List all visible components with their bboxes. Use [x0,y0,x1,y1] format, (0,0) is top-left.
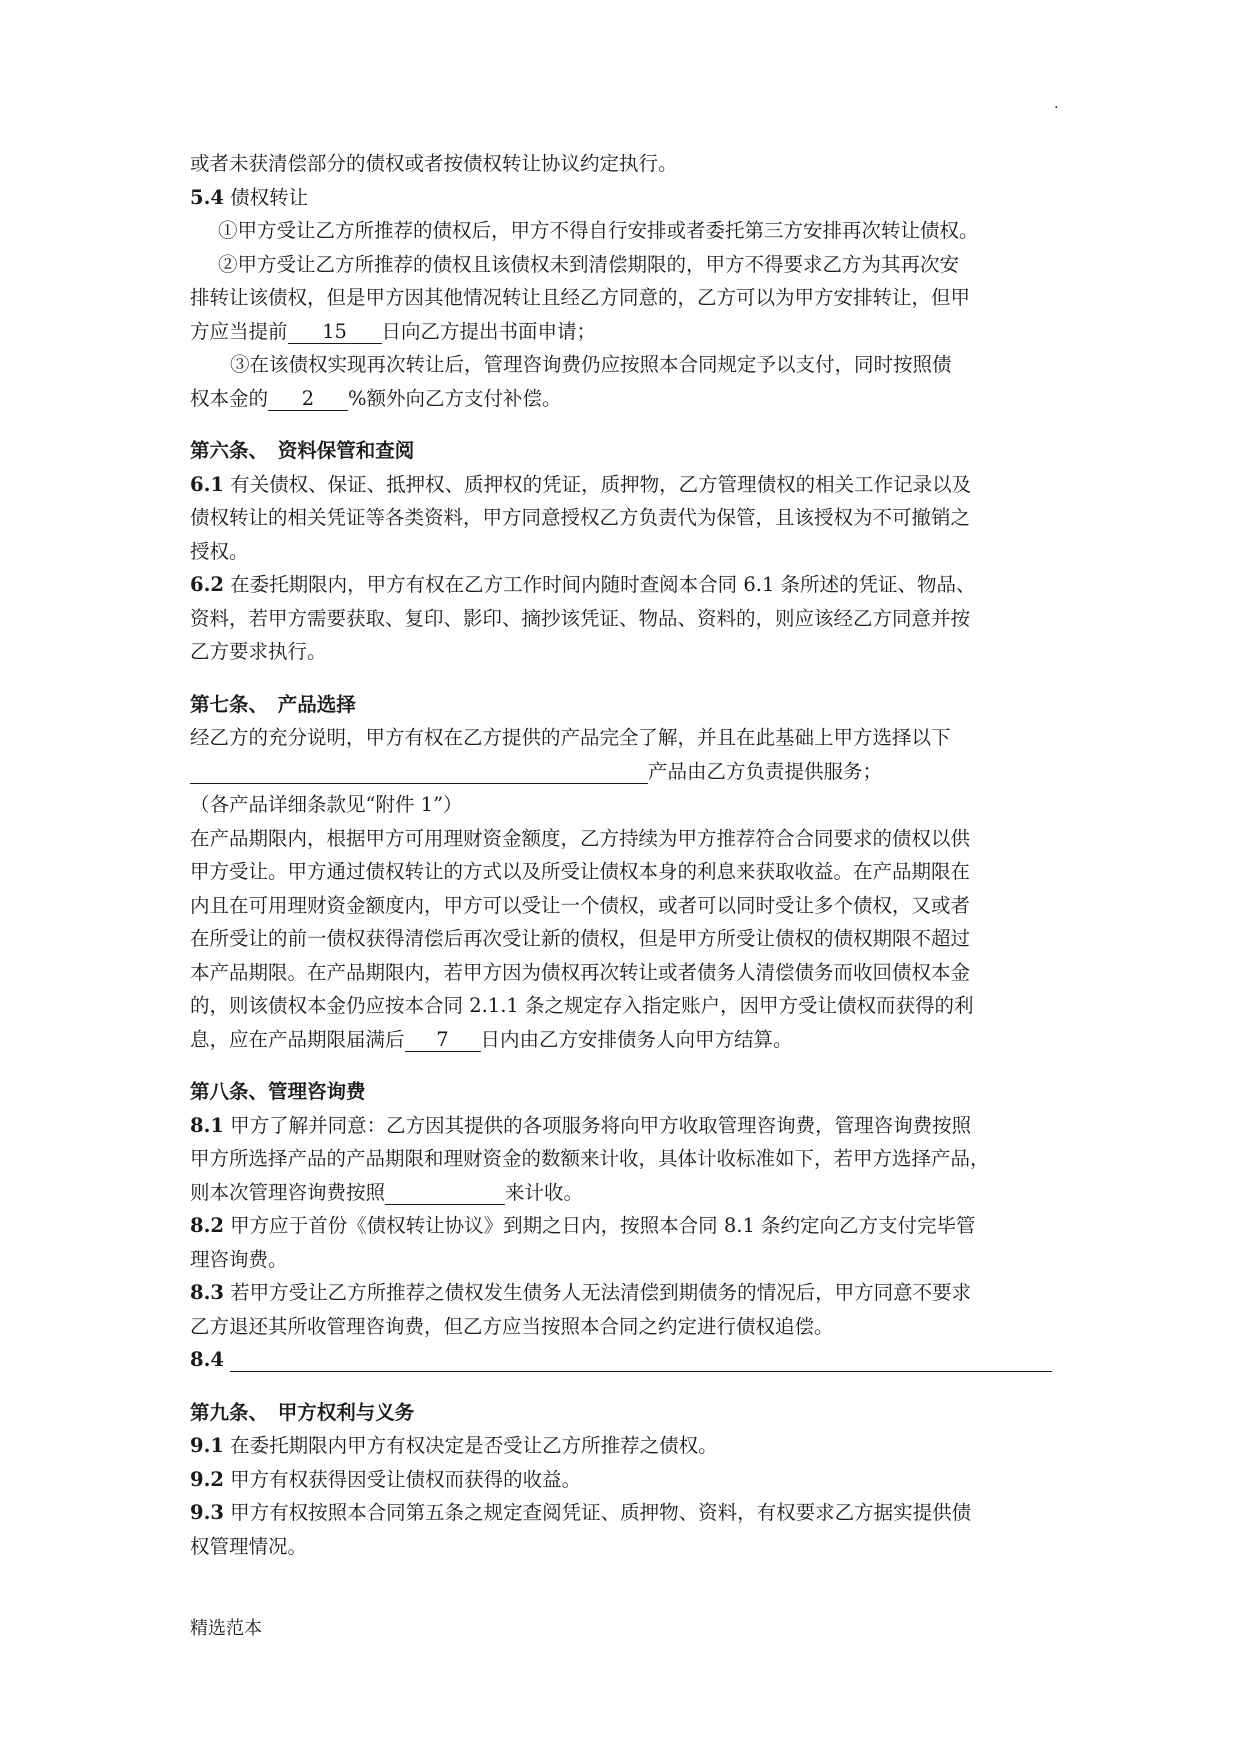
clause-number: 9.1 [190,1434,224,1457]
product-name-blank [190,761,648,784]
text: 在委托期限内，甲方有权在乙方工作时间内随时查阅本合同 6.1 条所述的凭证、物品、 [230,573,976,596]
clause-5-4-item-3: ③在该债权实现再次转让后，管理咨询费仍应按照本合同规定予以支付，同时按照债 [230,353,952,376]
clause-6-1-cont: 债权转让的相关凭证等各类资料，甲方同意授权乙方负责代为保管，且该授权为不可撤销之 [190,506,971,529]
clause-6-1 [190,468,1070,502]
text: 若甲方受让乙方所推荐之债权发生债务人无法清偿到期债务的情况后，甲方同意不要求 [230,1281,972,1304]
clause-8-1-cont: 甲方所选择产品的产品期限和理财资金的数额来计收，具体计收标准如下，若甲方选择产品， [190,1147,990,1170]
text: 在委托期限内甲方有权决定是否受让乙方所推荐之债权。 [230,1434,718,1457]
clause-number: 6.1 [190,472,224,496]
clause-5-4-heading [190,181,1070,215]
clause-6-2-cont: 资料，若甲方需要获取、复印、影印、摘抄该凭证、物品、资料的，则应该经乙方同意并按 [190,606,971,630]
clause-number: 8.4 [190,1348,224,1371]
clause-5-4-item-1: ①甲方受让乙方所推荐的债权后，甲方不得自行安排或者委托第三方安排再次转让债权。 [218,219,979,242]
clause-number: 8.3 [190,1281,224,1304]
clause-number: 8.2 [190,1214,224,1237]
text: 产品由乙方负责提供服务； [648,759,883,783]
section-7-para-h: 本产品期限。在产品期限内，若甲方因为债权再次转让或者债务人清偿债务而收回债权本金 [190,960,971,984]
clause-8-1 [190,1109,1070,1143]
section-9-title: 第九条、 甲方权利与义务 [190,1400,415,1424]
section-7-para-g: 在所受让的前一债权获得清偿后再次受让新的债权，但是甲方所受让债权的债权期限不超过 [190,927,971,950]
clause-number: 5.4 [190,185,224,209]
text: 甲方了解并同意：乙方因其提供的各项服务将向甲方收取管理咨询费，管理咨询费按照 [230,1113,972,1137]
text: 甲方有权按照本合同第五条之规定查阅凭证、质押物、资料，有权要求乙方据实提供债 [230,1501,972,1524]
clause-8-4 [190,1343,1070,1377]
clause-number: 6.2 [190,573,224,596]
text: 息，应在产品期限届满后 [190,1027,405,1051]
text: 甲方有权获得因受让债权而获得的收益。 [230,1467,582,1491]
clause-number: 8.1 [190,1113,224,1137]
section-6-title: 第六条、 资料保管和查阅 [190,439,415,462]
page-footer: 精选范本 [190,1618,262,1639]
text: %额外向乙方支付补偿。 [348,386,562,410]
clause-9-3-end: 权管理情况。 [190,1534,308,1558]
section-7-title: 第七条、 产品选择 [190,692,356,716]
settlement-days-blank: 7 [405,1029,481,1052]
page-marker: . [1054,96,1059,112]
text: 权本金的 [190,386,269,410]
section-7-para-i: 的，则该债权本金仍应按本合同 2.1.1 条之规定存入指定账户，因甲方受让债权而获得的利 [190,994,974,1017]
clause-5-4-item-2: ②甲方受让乙方所推荐的债权且该债权未到清偿期限的，甲方不得要求乙方为其再次安 [218,252,960,276]
section-8-title: 第八条、管理咨询费 [190,1080,366,1103]
clause-9-2 [190,1463,1070,1497]
clause-number: 9.2 [190,1467,224,1491]
clause-6-2-end: 乙方要求执行。 [190,640,327,663]
fee-standard-blank [385,1182,505,1205]
section-7-para-j [190,1023,1070,1057]
clause-title: 债权转让 [230,185,309,209]
contract-body [190,147,1070,1563]
clause-8-3 [190,1276,1070,1310]
clause-6-1-end: 授权。 [190,539,249,563]
compensation-percent-blank: 2 [268,388,348,411]
section-7-para-a: 经乙方的充分说明，甲方有权在乙方提供的产品完全了解，并且在此基础上甲方选择以下 [190,726,951,749]
section-7-para-d: 在产品期限内，根据甲方可用理财资金额度，乙方持续为甲方推荐符合合同要求的债权以供 [190,826,971,850]
section-7-para-e: 甲方受让。甲方通过债权转让的方式以及所受让债权本身的利息来获取收益。在产品期限在 [190,860,971,883]
clause-8-3-end: 乙方退还其所收管理咨询费，但乙方应当按照本合同之约定进行债权追偿。 [190,1314,834,1338]
clause-number: 9.3 [190,1501,224,1524]
text: 有关债权、保证、抵押权、质押权的凭证，质押物，乙方管理债权的相关工作记录以及 [230,472,972,496]
clause-8-4-blank [230,1349,1052,1372]
clause-5-4-item-3-end [190,382,1070,416]
clause-9-3 [190,1496,1070,1530]
text: 来计收。 [505,1180,584,1204]
text: 方应当提前 [190,319,288,343]
section-7-para-f: 内且在可用理财资金额度内，甲方可以受让一个债权，或者可以同时受让多个债权，又或者 [190,893,971,917]
notice-days-blank: 15 [288,321,382,344]
clause-8-2 [190,1209,1070,1243]
clause-8-2-end: 理咨询费。 [190,1247,288,1271]
clause-8-1-end [190,1176,1070,1210]
text: 日向乙方提出书面申请； [381,319,597,343]
product-selection-line [190,755,1070,789]
clause-9-1 [190,1429,1070,1463]
text: 则本次管理咨询费按照 [190,1180,386,1204]
clause-5-4-item-2-end [190,315,1070,349]
clause-5-4-item-2-cont: 排转让该债权，但是甲方因其他情况转让且经乙方同意的，乙方可以为甲方安排转让，但甲 [190,286,971,309]
clause-6-2 [190,568,1070,602]
sec5-continuation: 或者未获清偿部分的债权或者按债权转让协议约定执行。 [190,152,678,175]
text: 甲方应于首份《债权转让协议》到期之日内，按照本合同 8.1 条约定向乙方支付完毕管 [230,1214,976,1237]
text: 日内由乙方安排债务人向甲方结算。 [480,1027,793,1051]
attachment-note: （各产品详细条款见“附件 1”） [190,793,463,816]
